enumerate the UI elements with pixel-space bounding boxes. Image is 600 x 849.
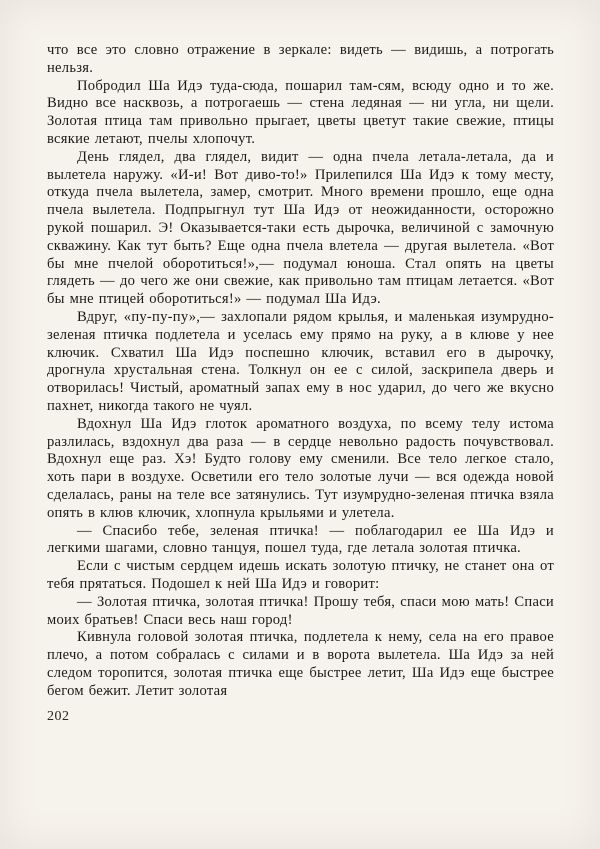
paragraph: — Спасибо тебе, зеленая птичка! — поблагодарил ее Ша Идэ и легкими шагами, словно танцуя, пошел туда, где летала золотая птичка. [47,522,554,557]
paragraph: Вдруг, «пу-пу-пу»,— захлопали рядом крылья, и маленькая изумрудно-зеленая птичка подлетела и уселась ему прямо на руку, а в клюве у нее ключик. Схватил Ша Идэ поспешно ключик, вставил его в дырочку, дрогнула хрустальная стена. Толкнул он ее с силой, заскрипела дверь и отворилась! Чистый, ароматный запах ему в нос ударил, до чего же вкусно пахнет, никогда такого не чуял. [47,308,554,414]
page-number: 202 [47,709,70,725]
page-text [47,42,554,700]
paragraph: Если с чистым сердцем идешь искать золотую птичку, не станет она от тебя прятаться. Подошел к ней Ша Идэ и говорит: [47,558,554,592]
paragraph: Побродил Ша Идэ туда-сюда, пошарил там-сям, всюду одно и то же. Видно все насквозь, а потрогаешь — стена ледяная — ни угла, ни щели. Золотая птица там привольно прыгает, цветы цветут такие свежие, птицы всякие летают, пчелы хлопочут. [47,77,554,147]
paragraph: Кивнула головой золотая птичка, подлетела к нему, села на его правое плечо, а потом собралась с силами и в ворота вылетела. Ша Идэ за ней следом торопится, золотая птичка еще быстрее летит, Ша Идэ еще быстрее бегом бежит. Летит золотая [47,629,554,699]
paragraph: Вдохнул Ша Идэ глоток ароматного воздуха, по всему телу истома разлилась, вздохнул два раза — в сердце невольно радость почувствовал. Вдохнул еще раз. Хэ! Будто голову ему сменили. Все тело легкое стало, хоть пари в воздухе. Осветили его тело золотые лучи — вся одежда новой сделалась, раны на теле все затянулись. Тут изумрудно-зеленая птичка взяла опять в клюв ключик, хлопнула крыльями и улетела. [47,415,554,521]
paragraph: что все это словно отражение в зеркале: видеть — видишь, а потрогать нельзя. [47,42,554,76]
paragraph: — Золотая птичка, золотая птичка! Прошу тебя, спаси мою мать! Спаси моих братьев! Спаси весь наш город! [47,593,554,628]
paragraph: День глядел, два глядел, видит — одна пчела летала-летала, да и вылетела наружу. «И-и! Вот диво-то!» Прилепился Ша Идэ к тому месту, откуда пчела вылетела, замер, смотрит. Много времени прошло, еще одна пчела вылетела. Подпрыгнул тут Ша Идэ от неожиданности, осторожно рукой пошарил. Э! Оказывается-таки есть дырочка, величиной с замочную скважину. Как тут быть? Еще одна пчела влетела — другая вылетела. «Вот бы мне пчелой оборотиться!»,— подумал юноша. Стал опять на цветы глядеть — до чего же они свежие, как привольно там птицам летается. «Вот бы мне птицей оборотиться!» — подумал Ша Идэ. [47,148,554,308]
